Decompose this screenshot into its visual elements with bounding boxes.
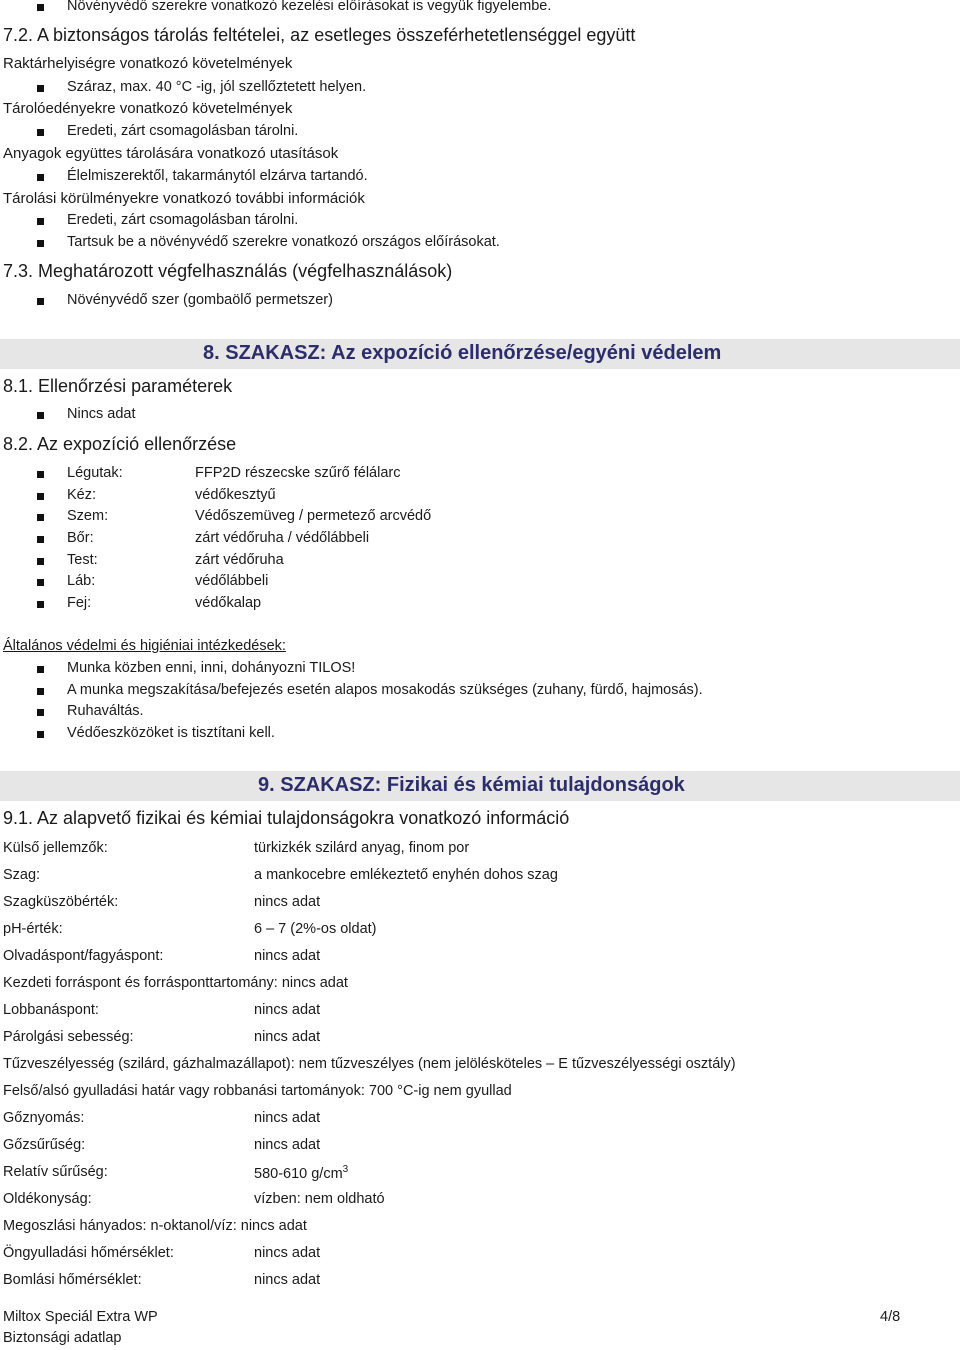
bullet-containers: Eredeti, zárt csomagolásban tárolni. xyxy=(67,123,299,139)
relative-density-superscript: 3 xyxy=(342,1164,349,1175)
subheading-containers: Tárolóedényekre vonatkozó követelmények xyxy=(3,100,293,117)
bullet-storage-info-2: Tartsuk be a növényvédő szerekre vonatkozó országos előírásokat. xyxy=(67,234,500,250)
general-measure-1: Munka közben enni, inni, dohányozni TILOS! xyxy=(67,660,356,676)
prop-label-evaporation: Párolgási sebesség: xyxy=(3,1029,134,1045)
subheading-warehouse: Raktárhelyiségre vonatkozó követelmények xyxy=(3,55,293,72)
footer-doc-type: Biztonsági adatlap xyxy=(3,1330,122,1346)
prop-label-autoignition: Öngyulladási hőmérséklet: xyxy=(3,1245,174,1261)
heading-7-3: 7.3. Meghatározott végfelhasználás (végfelhasználások) xyxy=(3,261,453,281)
section-8-title: 8. SZAKASZ: Az expozíció ellenőrzése/egyéni védelem xyxy=(203,342,722,364)
ppe-label-body: Test: xyxy=(67,552,98,568)
heading-7-2: 7.2. A biztonságos tárolás feltételei, az esetleges összeférhetetlenséggel együtt xyxy=(3,25,636,45)
bullet-end-use: Növényvédő szer (gombaölő permetszer) xyxy=(67,292,333,308)
prop-explosive-limits: Felső/alsó gyulladási határ vagy robbanási tartományok: 700 °C-ig nem gyullad xyxy=(3,1083,512,1099)
heading-8-2: 8.2. Az expozíció ellenőrzése xyxy=(3,434,237,454)
prop-label-decomposition: Bomlási hőmérséklet: xyxy=(3,1272,142,1288)
subheading-storage-info: Tárolási körülményekre vonatkozó további információk xyxy=(3,190,365,207)
prop-label-relative-density: Relatív sűrűség: xyxy=(3,1164,108,1180)
ppe-value-foot: védőlábbeli xyxy=(195,573,269,589)
prop-value-vapor-pressure: nincs adat xyxy=(254,1110,321,1126)
prop-value-appearance: türkizkék szilárd anyag, finom por xyxy=(254,840,470,856)
prop-value-evaporation: nincs adat xyxy=(254,1029,321,1045)
bullet-storage-info-1: Eredeti, zárt csomagolásban tárolni. xyxy=(67,212,299,228)
ppe-value-skin: zárt védőruha / védőlábbeli xyxy=(195,530,370,546)
relative-density-text: 580-610 g/cm xyxy=(254,1165,343,1182)
prop-value-odor-threshold: nincs adat xyxy=(254,894,321,910)
general-measures-title: Általános védelmi és higiéniai intézkedések: xyxy=(3,638,286,654)
bullet-no-data: Nincs adat xyxy=(67,406,136,422)
prop-value-relative-density xyxy=(254,1164,348,1182)
ppe-value-hand: védőkesztyű xyxy=(195,487,276,503)
ppe-label-skin: Bőr: xyxy=(67,530,94,546)
section-9-title: 9. SZAKASZ: Fizikai és kémiai tulajdonságok xyxy=(258,774,685,796)
prop-label-solubility: Oldékonyság: xyxy=(3,1191,92,1207)
prop-label-appearance: Külső jellemzők: xyxy=(3,840,108,856)
prop-value-ph: 6 – 7 (2%-os oldat) xyxy=(254,921,377,937)
footer-product-name: Miltox Speciál Extra WP xyxy=(3,1309,158,1325)
subheading-joint-storage: Anyagok együttes tárolására vonatkozó utasítások xyxy=(3,145,339,162)
bullet-warehouse: Száraz, max. 40 °C -ig, jól szellőztetett helyen. xyxy=(67,79,367,95)
ppe-label-respiratory: Légutak: xyxy=(67,465,123,481)
prop-label-ph: pH-érték: xyxy=(3,921,63,937)
prop-label-vapor-density: Gőzsűrűség: xyxy=(3,1137,86,1153)
prop-value-odor: a mankocebre emlékeztető enyhén dohos szag xyxy=(254,867,558,883)
prop-value-melting: nincs adat xyxy=(254,948,321,964)
ppe-value-head: védőkalap xyxy=(195,595,262,611)
prop-partition: Megoszlási hányados: n-oktanol/víz: nincs adat xyxy=(3,1218,307,1234)
ppe-label-eye: Szem: xyxy=(67,508,109,524)
ppe-value-eye: Védőszemüveg / permetező arcvédő xyxy=(195,508,432,524)
prop-label-flash-point: Lobbanáspont: xyxy=(3,1002,99,1018)
prop-label-vapor-pressure: Gőznyomás: xyxy=(3,1110,85,1126)
heading-9-1: 9.1. Az alapvető fizikai és kémiai tulajdonságokra vonatkozó információ xyxy=(3,808,570,828)
ppe-label-head: Fej: xyxy=(67,595,92,611)
ppe-value-respiratory: FFP2D részecske szűrő félálarc xyxy=(195,465,401,481)
ppe-value-body: zárt védőruha xyxy=(195,552,284,568)
prop-value-autoignition: nincs adat xyxy=(254,1245,321,1261)
prop-boiling: Kezdeti forráspont és forrásponttartomány: nincs adat xyxy=(3,975,348,991)
ppe-label-foot: Láb: xyxy=(67,573,96,589)
heading-8-1: 8.1. Ellenőrzési paraméterek xyxy=(3,376,233,396)
footer-page-number: 4/8 xyxy=(880,1309,901,1325)
general-measure-3: Ruhaváltás. xyxy=(67,703,144,719)
general-measure-4: Védőeszközöket is tisztítani kell. xyxy=(67,725,275,741)
prop-label-odor: Szag: xyxy=(3,867,41,883)
prop-value-decomposition: nincs adat xyxy=(254,1272,321,1288)
bullet-handling-note: Növényvédő szerekre vonatkozó kezelési előírásokat is vegyük figyelembe. xyxy=(67,0,552,14)
prop-value-vapor-density: nincs adat xyxy=(254,1137,321,1153)
prop-value-solubility: vízben: nem oldható xyxy=(254,1191,385,1207)
prop-value-flash-point: nincs adat xyxy=(254,1002,321,1018)
prop-label-melting: Olvadáspont/fagyáspont: xyxy=(3,948,164,964)
prop-flammability: Tűzveszélyesség (szilárd, gázhalmazállapot): nem tűzveszélyes (nem jelölésköteles – E tűzveszélyességi osztály) xyxy=(3,1056,736,1072)
general-measure-2: A munka megszakítása/befejezés esetén alapos mosakodás szükséges (zuhany, fürdő, hajmosás). xyxy=(67,682,703,698)
ppe-label-hand: Kéz: xyxy=(67,487,97,503)
bullet-joint-storage: Élelmiszerektől, takarmánytól elzárva tartandó. xyxy=(67,168,368,184)
prop-label-odor-threshold: Szagküszöbérték: xyxy=(3,894,119,910)
